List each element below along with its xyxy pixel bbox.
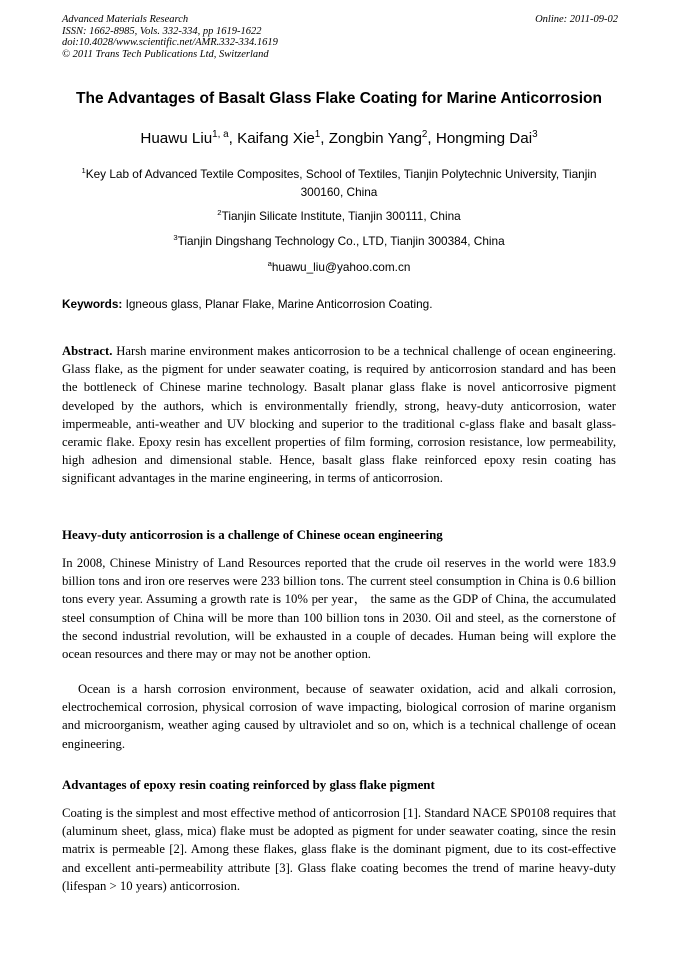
author-list (40, 130, 638, 147)
affil-mark: 1 (81, 166, 86, 176)
section1-paragraph-2 (62, 680, 616, 753)
author-name: Zongbin Yang (328, 130, 422, 147)
affiliation-2 (60, 207, 618, 225)
author-affil-mark: 1 (314, 128, 321, 140)
journal-name: Advanced Materials Research (62, 14, 189, 25)
copyright-line: © 2011 Trans Tech Publications Ltd, Switzerland (62, 48, 269, 60)
doi-line: doi:10.4028/www.scientific.net/AMR.332-334.1619 (62, 37, 278, 48)
author-affil-mark: 3 (532, 128, 538, 140)
online-date: Online: 2011-09-02 (535, 14, 618, 25)
keywords-text: Igneous glass, Planar Flake, Marine Anticorrosion Coating. (125, 297, 433, 311)
author-name: Huawu Liu (140, 130, 213, 147)
affiliation-3 (60, 232, 618, 250)
affil-mark: 2 (217, 208, 222, 218)
abstract (62, 342, 616, 488)
affiliation-email (60, 258, 618, 276)
paper-title: The Advantages of Basalt Glass Flake Coating for Marine Anticorrosion (76, 90, 602, 107)
author-sep: , (320, 130, 329, 147)
section1-paragraph-1: In 2008, Chinese Ministry of Land Resources reported that the crude oil reserves in the world were 183.9 billion tons and iron ore reserves were 233 billion tons. The current steel consumption in China is 0.6 billion tons every year. Assuming a growth rate is 10% per year， the same as the GDP of China, the accumulated steel consumption of China will be more than 100 billion tons in 2030. Oil and steel, as the cornerstone of the second industrial revolution, will be exhausted in a couple of decades. Human being will explore the ocean resources and there may or may not be another option. (62, 556, 616, 662)
author-sep: , (427, 130, 436, 147)
keywords (62, 297, 618, 311)
keywords-label: Keywords: (62, 297, 123, 311)
affil-mark: 3 (173, 233, 178, 243)
affil-text: Tianjin Dingshang Technology Co., LTD, Tianjin 300384, China (177, 234, 505, 248)
affil-text: Key Lab of Advanced Textile Composites, School of Textiles, Tianjin Polytechnic University, Tianjin 300160, China (85, 167, 597, 199)
affiliation-1 (60, 165, 618, 201)
abstract-text: Harsh marine environment makes anticorrosion to be a technical challenge of ocean engineering. Glass flake, as the pigment for under seawater coating, is required by anticorrosion standard and has been the bottleneck of Chinese marine technology. Basalt planar glass flake is novel anticorrosive pigment developed by the authors, which is environmentally friendly, strong, heavy-duty anticorrosion, water impermeable, anti-weather and UV blocking and superior to the traditional c-glass flake and basalt glass-ceramic flake. Epoxy resin has excellent properties of film forming, corrosion resistance, low permeability, high adhesion and dimensional stable. Hence, basalt glass flake reinforced epoxy resin coating has significant advantages in the marine engineering, in terms of anticorrosion. (62, 344, 616, 486)
author-name: Kaifang Xie (237, 130, 315, 147)
affil-mark: a (267, 259, 272, 269)
author-sep: , (228, 130, 238, 147)
paragraph-text: Ocean is a harsh corrosion environment, because of seawater oxidation, acid and alkali corrosion, electrochemical corrosion, physical corrosion of wave impacting, biological corrosion of marine organism and microorganism, weather aging caused by ultraviolet and so on, which is a technical challenge of ocean engineering. (62, 682, 616, 751)
issn-line: ISSN: 1662-8985, Vols. 332-334, pp 1619-1622 (62, 25, 262, 37)
section2-paragraph-1: Coating is the simplest and most effective method of anticorrosion [1]. Standard NACE SP0108 requires that (aluminum sheet, glass, mica) flake must be adopted as pigment for under seawater coating, since the resin matrix is permeable [2]. Among these flakes, glass flake is the dominant pigment, due to its cost-effective and excellent anti-permeability attribute [3]. Glass flake coating becomes the trend of marine heavy-duty (lifespan > 10 years) anticorrosion. (62, 806, 616, 893)
affil-text: Tianjin Silicate Institute, Tianjin 300111, China (221, 209, 461, 223)
author-affil-mark: 1, a (212, 128, 229, 140)
journal-header (62, 14, 618, 60)
author-email: huawu_liu@yahoo.com.cn (271, 260, 411, 274)
section-heading-1: Heavy-duty anticorrosion is a challenge of Chinese ocean engineering (62, 528, 443, 542)
section-heading-2: Advantages of epoxy resin coating reinforced by glass flake pigment (62, 778, 435, 792)
author-name: Hongming Dai (435, 130, 533, 147)
author-affil-mark: 2 (421, 128, 428, 140)
abstract-label: Abstract. (62, 344, 113, 358)
